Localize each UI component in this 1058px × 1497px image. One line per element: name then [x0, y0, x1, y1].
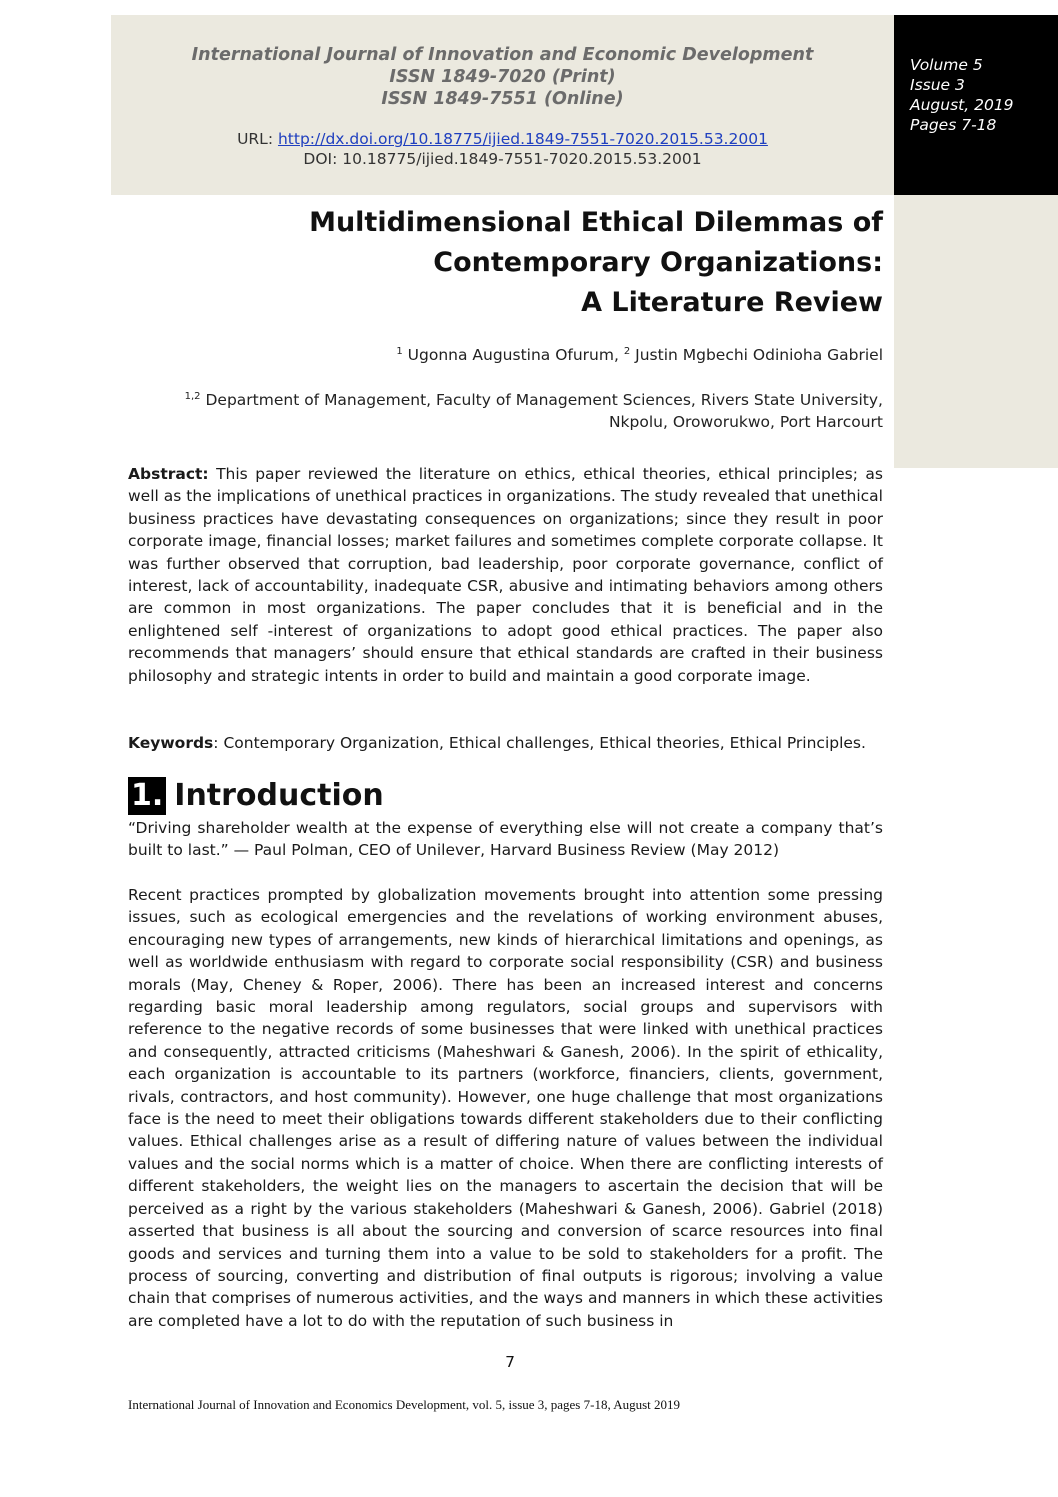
issue-label: Issue 3: [910, 76, 965, 94]
section-heading-introduction: [128, 775, 384, 817]
intro-paragraph: Recent practices prompted by globalization movements brought into attention some pressing issues, such as ecological emergencies and the revelations of working environment abuses, encouraging new types of arrangements, new kinds of hierarchical limitations and openings, as well as worldwide enthusiasm with regard to corporate social responsibility (CSR) and business morals (May, Cheney & Roper, 2006). There has been an increased interest and concerns regarding basic moral leadership among regulators, social groups and supervisors with reference to the negative records of some businesses that were linked with unethical practices and consequently, attracted criticisms (Maheshwari & Ganesh, 2006). In the spirit of ethicality, each organization is accountable to its partners (workforce, financiers, clients, government, rivals, contractors, and host community). However, one huge challenge that most organizations face is the need to meet their obligations towards different stakeholders due to their conflicting values. Ethical challenges arise as a result of differing nature of values between the individual values and the social norms which is a matter of choice. When there are conflicting interests of different stakeholders, the weight lies on the managers to ascertain the decision that will be perceived as a right by the various stakeholders (Maheshwari & Ganesh, 2006). Gabriel (2018) asserted that business is all about the sourcing and conversion of scarce resources into final goods and services and turning them into a value to be sold to stakeholders for a profit. The process of sourcing, converting and distribution of final outputs is rigorous; involving a value chain that comprises of numerous activities, and the ways and manners in which these activities are completed have a lot to do with the reputation of such business in: [128, 886, 883, 1330]
volume-label: Volume 5: [910, 56, 983, 74]
abstract: [128, 463, 883, 687]
section-number: 1.: [128, 777, 166, 815]
affil-line-1: Department of Management, Faculty of Management Sciences, Rivers State University,: [200, 391, 883, 409]
intro-quote: “Driving shareholder wealth at the expense of everything else will not create a company that’s built to last.” — Paul Polman, CEO of Unilever, Harvard Business Review (May 2012): [128, 819, 883, 860]
title-line-2: Contemporary Organizations:: [433, 247, 883, 278]
author2-sup: 2: [623, 345, 631, 357]
affiliation: [185, 389, 883, 433]
keywords-label: Keywords: [128, 734, 214, 752]
author1-sup: 1: [396, 345, 403, 357]
url-label: URL:: [237, 130, 274, 148]
affil-sup: 1,2: [184, 390, 201, 402]
doi-line: DOI: 10.18775/ijied.1849-7551-7020.2015.53.2001: [303, 150, 702, 168]
url-line: [111, 129, 894, 149]
author1-name: Ugonna Augustina Ofurum,: [402, 346, 624, 364]
footer-citation: International Journal of Innovation and Economics Development, vol. 5, issue 3, pages 7-18, August 2019: [128, 1397, 681, 1412]
keywords-text: : Contemporary Organization, Ethical challenges, Ethical theories, Ethical Principles.: [213, 734, 866, 752]
doi-link[interactable]: http://dx.doi.org/10.18775/ijied.1849-7551-7020.2015.53.2001: [277, 130, 768, 148]
abstract-label: Abstract:: [128, 465, 209, 483]
affil-line-2: Nkpolu, Oroworukwo, Port Harcourt: [608, 413, 883, 431]
issue-date: August, 2019: [910, 96, 1014, 114]
page-range: Pages 7-18: [910, 116, 997, 134]
abstract-text: This paper reviewed the literature on ethics, ethical theories, ethical principles; as well as the implications of unethical practices in organizations. The study revealed that unethical business practices have devastating consequences on organizations; since they result in poor corporate image, financial losses; market failures and sometimes complete corporate collapse. It was further observed that corruption, bad leadership, poor corporate governance, conflict of interest, lack of accountability, inadequate CSR, abusive and intimating behaviors among others are common in most organizations. The paper concludes that it is beneficial and in the enlightened self -interest of organizations to adopt good ethical practices. The paper also recommends that managers’ should ensure that ethical standards are crafted in their business philosophy and strategic intents in order to build and maintain a good corporate image.: [128, 465, 883, 685]
section-title: Introduction: [174, 778, 384, 813]
title-line-3: A Literature Review: [581, 287, 883, 318]
author-list: [396, 344, 883, 366]
issue-info-box: [894, 15, 1058, 195]
journal-title: International Journal of Innovation and Economic Development: [191, 45, 814, 65]
author2-name: Justin Mgbechi Odinioha Gabriel: [630, 346, 883, 364]
issn-online: ISSN 1849-7551 (Online): [381, 89, 624, 109]
page-number: 7: [505, 1353, 515, 1371]
paper-title: [309, 203, 883, 323]
title-line-1: Multidimensional Ethical Dilemmas of: [309, 207, 883, 238]
keywords: [128, 732, 883, 754]
side-band: [894, 195, 1058, 468]
issn-print: ISSN 1849-7020 (Print): [389, 67, 616, 87]
